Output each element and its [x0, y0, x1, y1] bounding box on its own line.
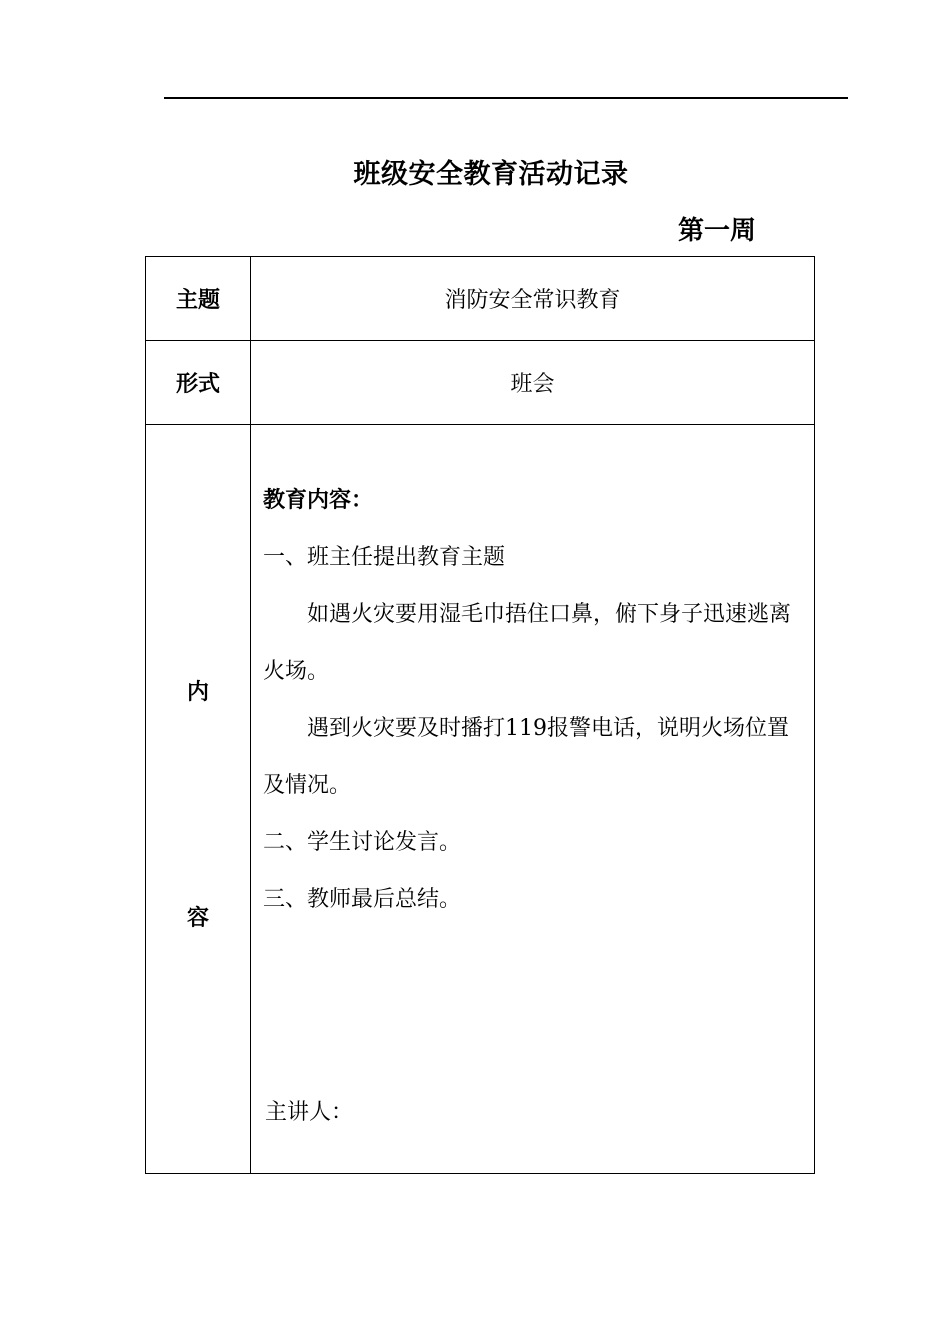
week-label: 第一周	[678, 216, 757, 246]
content-label-char-2: 容	[186, 906, 209, 931]
form-value: 班会	[251, 341, 815, 425]
topic-label: 主题	[146, 257, 251, 341]
content-line-1: 一、班主任提出教育主题	[263, 545, 506, 570]
form-row	[146, 341, 815, 425]
content-label-cell	[146, 425, 251, 1174]
content-body	[263, 472, 807, 928]
document-title: 班级安全教育活动记录	[353, 159, 629, 190]
topic-value: 消防安全常识教育	[251, 257, 815, 341]
topic-row	[146, 257, 815, 341]
content-line-2: 如遇火灾要用湿毛巾捂住口鼻，俯下身子迅速逃离火场。	[263, 602, 792, 684]
header-rule	[164, 97, 848, 99]
content-label-char-1: 内	[186, 680, 209, 705]
activity-record-table	[145, 256, 815, 1174]
content-line-3: 遇到火灾要及时播打119报警电话，说明火场位置及情况。	[263, 716, 789, 798]
content-line-5: 三、教师最后总结。	[263, 887, 462, 912]
speaker-label: 主讲人：	[265, 1100, 354, 1125]
content-heading: 教育内容：	[263, 488, 374, 513]
form-label: 形式	[146, 341, 251, 425]
content-cell	[251, 425, 815, 1174]
content-line-4: 二、学生讨论发言。	[263, 830, 462, 855]
content-row	[146, 425, 815, 1174]
